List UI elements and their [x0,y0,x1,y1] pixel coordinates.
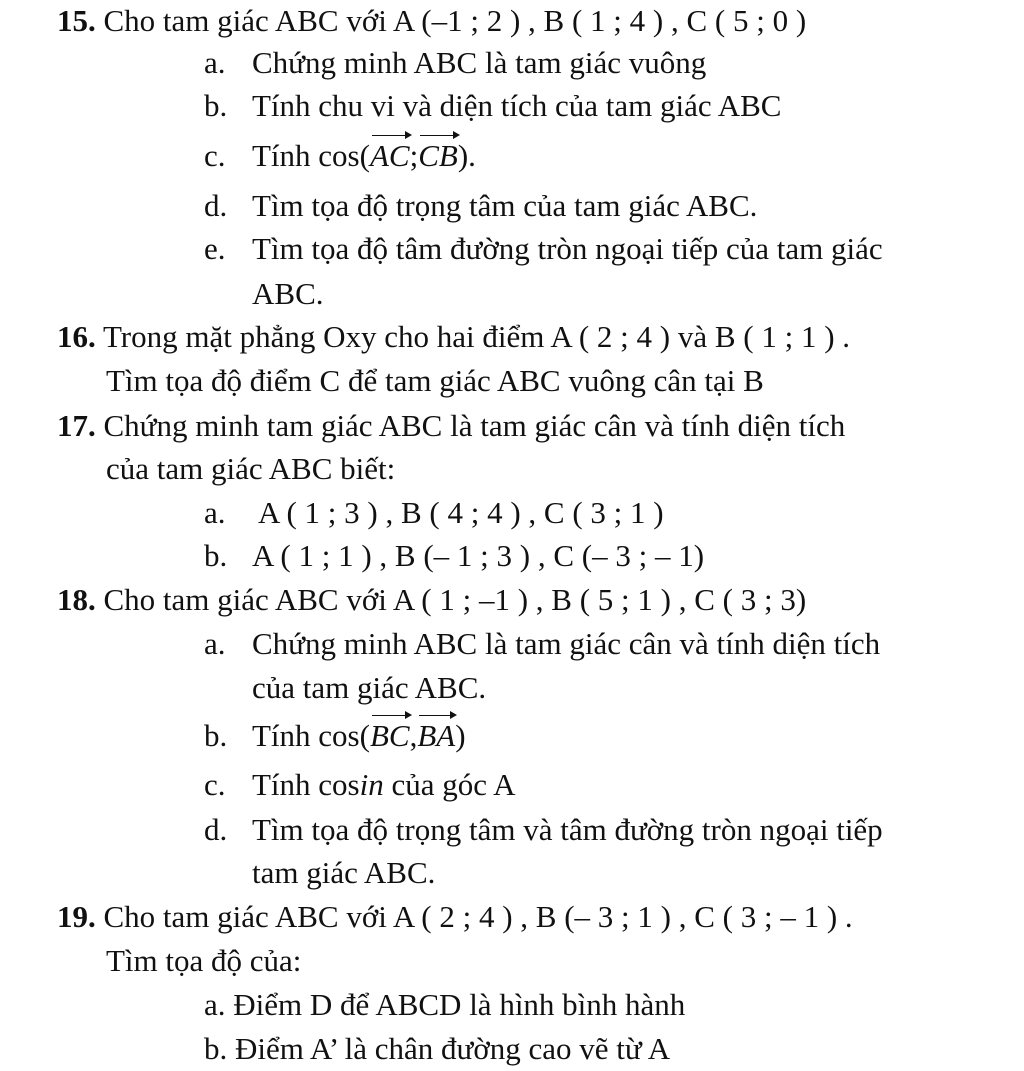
item-label: b. [204,718,228,753]
problem-number: 15. [57,3,96,38]
problem-15-item-a [204,41,706,85]
problem-18-item-d [204,808,883,852]
problem-15-item-b [204,84,781,128]
item-text: A ( 1 ; 1 ) , B (– 1 ; 3 ) , C (– 3 ; – 1) [252,538,705,573]
item-text-pre: Tính cos( [252,718,370,753]
item-text: Chứng minh ABC là tam giác cân và tính diện tích [252,626,881,661]
item-text: Tìm tọa độ trọng tâm và tâm đường tròn ngoại tiếp [252,812,883,847]
item-text: Chứng minh ABC là tam giác vuông [252,45,707,80]
problem-15-item-e-cont: ABC. [252,276,324,311]
item-label: a. [204,495,226,530]
item-label: c. [204,138,226,173]
problem-17-stem [57,404,845,448]
item-label: a. [204,626,226,661]
item-label: d. [204,812,228,847]
problem-18-item-b [204,714,466,758]
item-label: e. [204,231,226,266]
problem-19-item-a: a. Điểm D để ABCD là hình bình hành [204,987,686,1022]
item-text: A ( 1 ; 3 ) , B ( 4 ; 4 ) , C ( 3 ; 1 ) [252,495,664,530]
item-label: d. [204,188,228,223]
item-text-post: ) [455,718,466,753]
item-text: Tính chu vi và diện tích của tam giác ABC [252,88,782,123]
vector-separator: , [409,718,418,753]
item-text-pre: Tính cos( [252,138,370,173]
problem-number: 19. [57,899,96,934]
problem-16-stem [57,315,850,359]
problem-18-item-a [204,622,880,666]
problem-19-stem-cont: Tìm tọa độ của: [106,943,302,978]
vector-bc: BC [370,714,410,758]
problem-text: Cho tam giác ABC với A ( 1 ; –1 ) , B ( 5 ; 1 ) , C ( 3 ; 3) [103,582,807,617]
problem-19-item-b: b. Điểm A’ là chân đường cao vẽ từ A [204,1031,671,1066]
item-text-post: của góc A [383,767,516,802]
problem-15-item-e [204,227,883,271]
problem-number: 18. [57,582,96,617]
item-label: b. [204,88,228,123]
item-label: a. [204,45,226,80]
item-text-italic: in [359,767,384,802]
problem-17-item-b [204,534,704,578]
problem-17-item-a [204,491,664,535]
problem-18-stem [57,578,806,622]
problem-number: 16. [57,319,96,354]
item-text-pre: Tính cos [252,767,360,802]
problem-text: Cho tam giác ABC với A (–1 ; 2 ) , B ( 1 ; 4 ) , C ( 5 ; 0 ) [103,3,807,38]
problem-number: 17. [57,408,96,443]
problem-17-stem-cont: của tam giác ABC biết: [106,451,396,486]
problem-15-item-c [204,134,476,178]
problem-text: Cho tam giác ABC với A ( 2 ; 4 ) , B (– 3 ; 1 ) , C ( 3 ; – 1 ) . [103,899,853,934]
item-label: c. [204,767,226,802]
problem-15-item-d [204,184,757,228]
item-label: b. [204,538,228,573]
problem-text: Trong mặt phẳng Oxy cho hai điểm A ( 2 ; 4 ) và B ( 1 ; 1 ) . [102,319,851,354]
problem-text: Chứng minh tam giác ABC là tam giác cân và tính diện tích [103,408,846,443]
item-text: Tìm tọa độ trọng tâm của tam giác ABC. [252,188,758,223]
item-text: Tìm tọa độ tâm đường tròn ngoại tiếp của tam giác [252,231,883,266]
vector-ac: AC [370,134,410,178]
problem-15-stem [57,0,806,43]
problem-18-item-a-cont: của tam giác ABC. [252,670,487,705]
vector-cb: CB [418,134,458,178]
problem-19-stem [57,895,853,939]
vector-separator: ; [409,138,419,173]
problem-18-item-d-cont: tam giác ABC. [252,855,436,890]
problem-16-stem-cont: Tìm tọa độ điểm C để tam giác ABC vuông cân tại B [106,363,764,398]
vector-ba: BA [417,714,455,758]
item-text-post: ). [457,138,476,173]
problem-18-item-c [204,763,515,807]
